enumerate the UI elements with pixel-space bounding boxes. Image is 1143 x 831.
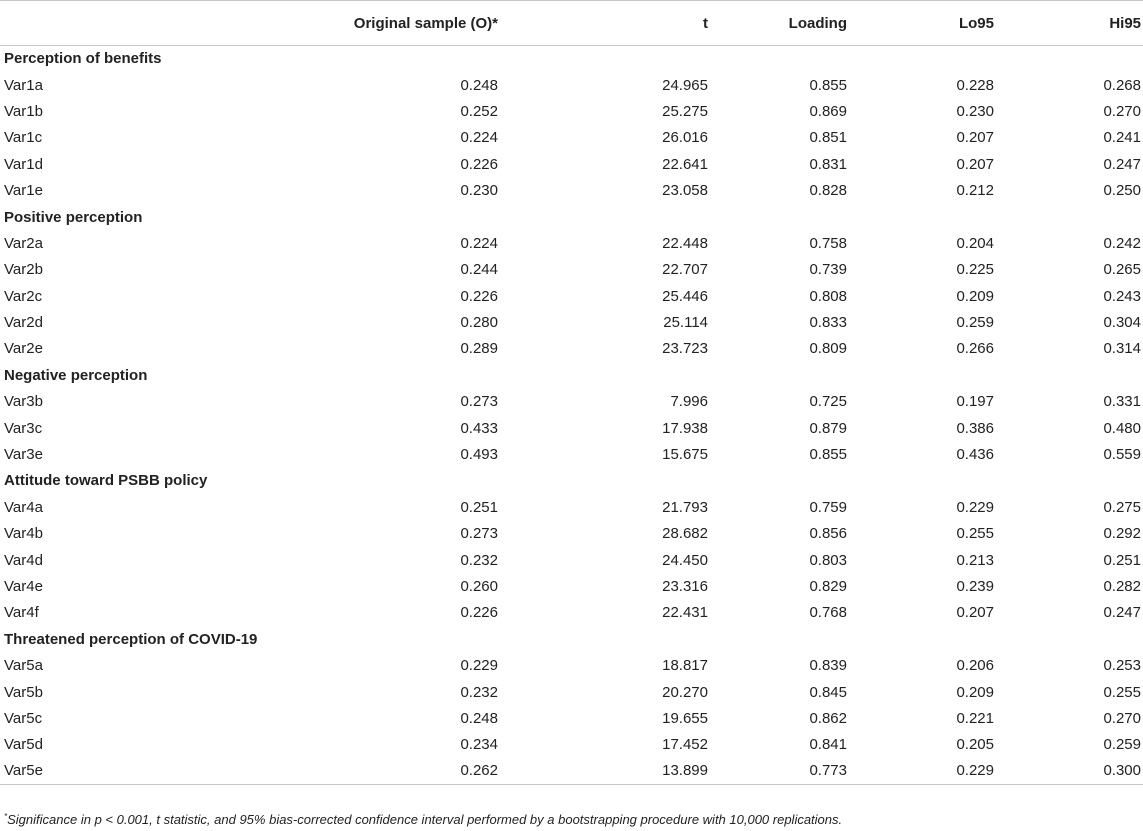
cell-lo95: 0.228	[956, 76, 994, 94]
cell-loading: 0.773	[809, 762, 847, 780]
table-row	[0, 705, 1143, 731]
footnote-marker: *	[4, 812, 8, 821]
cell-hi95: 0.270	[1103, 709, 1141, 727]
group-label: Attitude toward PSBB policy	[4, 472, 208, 490]
cell-variable: Var5a	[4, 657, 43, 675]
cell-variable: Var5d	[4, 736, 43, 754]
cell-original-sample: 0.226	[460, 155, 498, 173]
table-row	[0, 230, 1143, 256]
cell-hi95: 0.331	[1103, 393, 1141, 411]
cell-loading: 0.829	[809, 578, 847, 595]
cell-lo95: 0.204	[956, 234, 994, 252]
cell-loading: 0.828	[809, 182, 847, 200]
cell-lo95: 0.230	[956, 102, 994, 120]
table-row	[0, 600, 1143, 626]
group-row	[0, 362, 1143, 388]
cell-lo95: 0.221	[956, 709, 994, 727]
cell-original-sample: 0.232	[460, 683, 498, 701]
cell-original-sample: 0.224	[460, 234, 498, 252]
cell-original-sample: 0.230	[460, 182, 498, 200]
cell-original-sample: 0.433	[460, 419, 498, 437]
cell-variable: Var3c	[4, 419, 43, 437]
cell-t: 22.448	[662, 234, 708, 252]
group-row	[0, 626, 1143, 652]
cell-variable: Var5b	[4, 683, 43, 701]
cell-original-sample: 0.248	[460, 76, 498, 94]
table-row	[0, 151, 1143, 177]
cell-loading: 0.758	[809, 234, 847, 252]
cell-hi95: 0.480	[1103, 419, 1141, 437]
cell-variable: Var2b	[4, 261, 43, 279]
cell-variable: Var2c	[4, 287, 43, 305]
cell-lo95: 0.197	[956, 393, 994, 411]
cell-original-sample: 0.273	[460, 393, 498, 411]
table-row	[0, 283, 1143, 309]
cell-loading: 0.841	[809, 736, 847, 754]
cell-original-sample: 0.289	[460, 340, 498, 358]
cell-hi95: 0.292	[1103, 525, 1141, 543]
column-header-variable	[0, 1, 300, 46]
cell-variable: Var4f	[4, 604, 39, 622]
cell-hi95: 0.253	[1103, 657, 1141, 675]
cell-variable: Var1e	[4, 182, 43, 200]
cell-variable: Var3e	[4, 446, 43, 464]
cell-lo95: 0.225	[956, 261, 994, 279]
cell-hi95: 0.300	[1103, 762, 1141, 780]
cell-variable: Var3b	[4, 393, 43, 411]
cell-lo95: 0.207	[956, 604, 994, 622]
cell-hi95: 0.243	[1103, 287, 1141, 305]
cell-hi95: 0.314	[1103, 340, 1141, 358]
cell-lo95: 0.386	[956, 419, 994, 437]
group-row	[0, 468, 1143, 494]
cell-variable: Var2a	[4, 234, 43, 252]
column-header-t: t	[703, 14, 708, 32]
cell-t: 24.965	[662, 76, 708, 94]
cell-loading: 0.845	[809, 683, 847, 701]
footnote	[4, 812, 842, 827]
table-header-row	[0, 1, 1143, 46]
cell-variable: Var2e	[4, 340, 43, 358]
table-row	[0, 679, 1143, 705]
cell-lo95: 0.255	[956, 525, 994, 543]
cell-original-sample: 0.244	[460, 261, 498, 279]
cell-t: 20.270	[662, 683, 708, 701]
cell-t: 25.275	[662, 102, 708, 120]
cell-loading: 0.869	[809, 102, 847, 120]
cell-lo95: 0.436	[956, 446, 994, 464]
table-row	[0, 732, 1143, 758]
cell-lo95: 0.205	[956, 736, 994, 754]
group-label: Positive perception	[4, 208, 143, 226]
cell-loading: 0.839	[809, 657, 847, 675]
cell-loading: 0.856	[809, 525, 847, 543]
cell-variable: Var1a	[4, 76, 43, 94]
cell-hi95: 0.265	[1103, 261, 1141, 279]
cell-original-sample: 0.251	[460, 498, 498, 516]
table-row	[0, 257, 1143, 283]
cell-lo95: 0.229	[956, 762, 994, 780]
cell-hi95: 0.259	[1103, 736, 1141, 754]
table-row	[0, 573, 1143, 599]
cell-t: 28.682	[662, 525, 708, 543]
cell-hi95: 0.304	[1103, 314, 1141, 332]
cell-hi95: 0.270	[1103, 102, 1141, 120]
table-row	[0, 652, 1143, 678]
cell-hi95: 0.241	[1103, 129, 1141, 147]
cell-loading: 0.855	[809, 76, 847, 94]
table-row	[0, 98, 1143, 124]
cell-t: 18.817	[662, 657, 708, 675]
cell-hi95: 0.242	[1103, 234, 1141, 252]
cell-lo95: 0.212	[956, 182, 994, 200]
cell-hi95: 0.559	[1103, 446, 1141, 464]
cell-variable: Var1b	[4, 102, 43, 120]
column-header-hi95: Hi95	[1109, 14, 1141, 32]
cell-t: 13.899	[662, 762, 708, 780]
cell-lo95: 0.209	[956, 683, 994, 701]
cell-t: 15.675	[662, 446, 708, 464]
cell-variable: Var1c	[4, 129, 43, 147]
cell-loading: 0.759	[809, 498, 847, 516]
cell-original-sample: 0.260	[460, 578, 498, 595]
table-row	[0, 389, 1143, 415]
cell-variable: Var2d	[4, 314, 43, 332]
column-header-original-sample: Original sample (O)*	[353, 14, 498, 32]
table-row	[0, 125, 1143, 151]
cell-t: 7.996	[670, 393, 708, 411]
cell-variable: Var4e	[4, 578, 43, 595]
table-row	[0, 494, 1143, 520]
cell-lo95: 0.207	[956, 129, 994, 147]
cell-hi95: 0.251	[1103, 551, 1141, 569]
cell-loading: 0.803	[809, 551, 847, 569]
column-header-lo95: Lo95	[958, 14, 994, 32]
cell-loading: 0.851	[809, 129, 847, 147]
cell-original-sample: 0.262	[460, 762, 498, 780]
table-row	[0, 441, 1143, 467]
cell-hi95: 0.250	[1103, 182, 1141, 200]
cell-original-sample: 0.280	[460, 314, 498, 332]
cell-original-sample: 0.224	[460, 129, 498, 147]
cell-original-sample: 0.226	[460, 287, 498, 305]
table-row	[0, 309, 1143, 335]
cell-loading: 0.809	[809, 340, 847, 358]
cell-t: 19.655	[662, 709, 708, 727]
table-row	[0, 336, 1143, 362]
group-label: Perception of benefits	[4, 50, 162, 68]
cell-lo95: 0.266	[956, 340, 994, 358]
cell-t: 17.452	[662, 736, 708, 754]
cell-lo95: 0.206	[956, 657, 994, 675]
footnote-text: Significance in p < 0.001, t statistic, and 95% bias-corrected confidence interval performed by a bootstrapping procedure with 10,000 replications.	[7, 812, 843, 827]
cell-original-sample: 0.493	[460, 446, 498, 464]
cell-loading: 0.879	[809, 419, 847, 437]
cell-t: 22.431	[662, 604, 708, 622]
cell-variable: Var4b	[4, 525, 43, 543]
table-row	[0, 758, 1143, 784]
cell-hi95: 0.247	[1103, 155, 1141, 173]
cell-hi95: 0.255	[1103, 683, 1141, 701]
cell-original-sample: 0.252	[460, 102, 498, 120]
cell-lo95: 0.207	[956, 155, 994, 173]
cell-loading: 0.855	[809, 446, 847, 464]
group-label: Negative perception	[4, 366, 148, 384]
cell-t: 17.938	[662, 419, 708, 437]
cell-variable: Var5c	[4, 709, 43, 727]
cell-t: 21.793	[662, 498, 708, 516]
cell-loading: 0.725	[809, 393, 847, 411]
cell-variable: Var1d	[4, 155, 43, 173]
cell-t: 22.707	[662, 261, 708, 279]
cell-loading: 0.862	[809, 709, 847, 727]
cell-variable: Var4a	[4, 498, 43, 516]
cell-lo95: 0.213	[956, 551, 994, 569]
cell-hi95: 0.247	[1103, 604, 1141, 622]
cell-t: 23.316	[662, 578, 708, 595]
column-header-loading: Loading	[788, 14, 847, 32]
cell-original-sample: 0.273	[460, 525, 498, 543]
table-row	[0, 521, 1143, 547]
cell-t: 26.016	[662, 129, 708, 147]
group-row	[0, 204, 1143, 230]
group-label: Threatened perception of COVID-19	[4, 630, 258, 648]
cell-variable: Var4d	[4, 551, 43, 569]
table-row	[0, 547, 1143, 573]
table-row	[0, 72, 1143, 98]
cell-lo95: 0.229	[956, 498, 994, 516]
cell-loading: 0.739	[809, 261, 847, 279]
cell-t: 22.641	[662, 155, 708, 173]
cell-hi95: 0.268	[1103, 76, 1141, 94]
cell-lo95: 0.259	[956, 314, 994, 332]
cell-original-sample: 0.234	[460, 736, 498, 754]
group-row	[0, 46, 1143, 72]
cell-hi95: 0.275	[1103, 498, 1141, 516]
cell-lo95: 0.239	[956, 578, 994, 595]
table-row	[0, 415, 1143, 441]
cell-loading: 0.831	[809, 155, 847, 173]
table-body	[0, 46, 1143, 785]
cell-variable: Var5e	[4, 762, 43, 780]
cell-loading: 0.833	[809, 314, 847, 332]
cell-loading: 0.808	[809, 287, 847, 305]
cell-original-sample: 0.248	[460, 709, 498, 727]
cell-t: 24.450	[662, 551, 708, 569]
cell-t: 25.446	[662, 287, 708, 305]
cell-t: 23.058	[662, 182, 708, 200]
table-row	[0, 177, 1143, 203]
cell-hi95: 0.282	[1103, 578, 1141, 595]
cell-loading: 0.768	[809, 604, 847, 622]
cell-t: 25.114	[663, 314, 708, 332]
cell-original-sample: 0.226	[460, 604, 498, 622]
cell-original-sample: 0.229	[460, 657, 498, 675]
cell-lo95: 0.209	[956, 287, 994, 305]
cell-original-sample: 0.232	[460, 551, 498, 569]
cell-t: 23.723	[662, 340, 708, 358]
